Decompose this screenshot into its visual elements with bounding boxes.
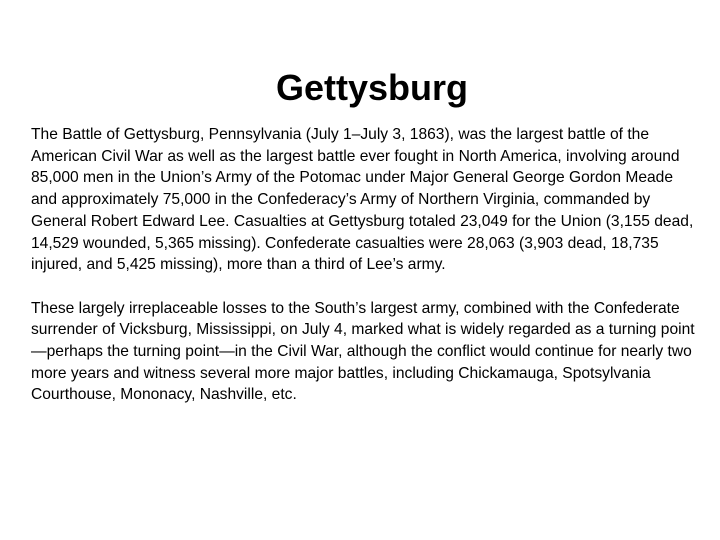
slide-title: Gettysburg <box>275 67 469 108</box>
slide-body <box>31 124 701 406</box>
body-paragraph-battle-summary: The Battle of Gettysburg, Pennsylvania (July 1–July 3, 1863), was the largest battle of the American Civil War as well as the largest battle ever fought in North America, involving around 85,000 men in the Union’s Army of the Potomac under Major General George Gordon Meade and approximately 75,000 in the Confederacy’s Army of Northern Virginia, commanded by General Robert Edward Lee. Casualties at Gettysburg totaled 23,049 for the Union (3,155 dead, 14,529 wounded, 5,365 missing). Confederate casualties were 28,063 (3,903 dead, 18,735 injured, and 5,425 missing), more than a third of Lee’s army. <box>31 126 694 274</box>
body-paragraph-turning-point: These largely irreplaceable losses to the South’s largest army, combined with the Confederate surrender of Vicksburg, Mississippi, on July 4, marked what is widely regarded as a turning point—perhaps the turning point—in the Civil War, although the conflict would continue for nearly two more years and witness several more major battles, including Chickamauga, Spotsylvania Courthouse, Mononacy, Nashville, etc. <box>31 299 695 404</box>
